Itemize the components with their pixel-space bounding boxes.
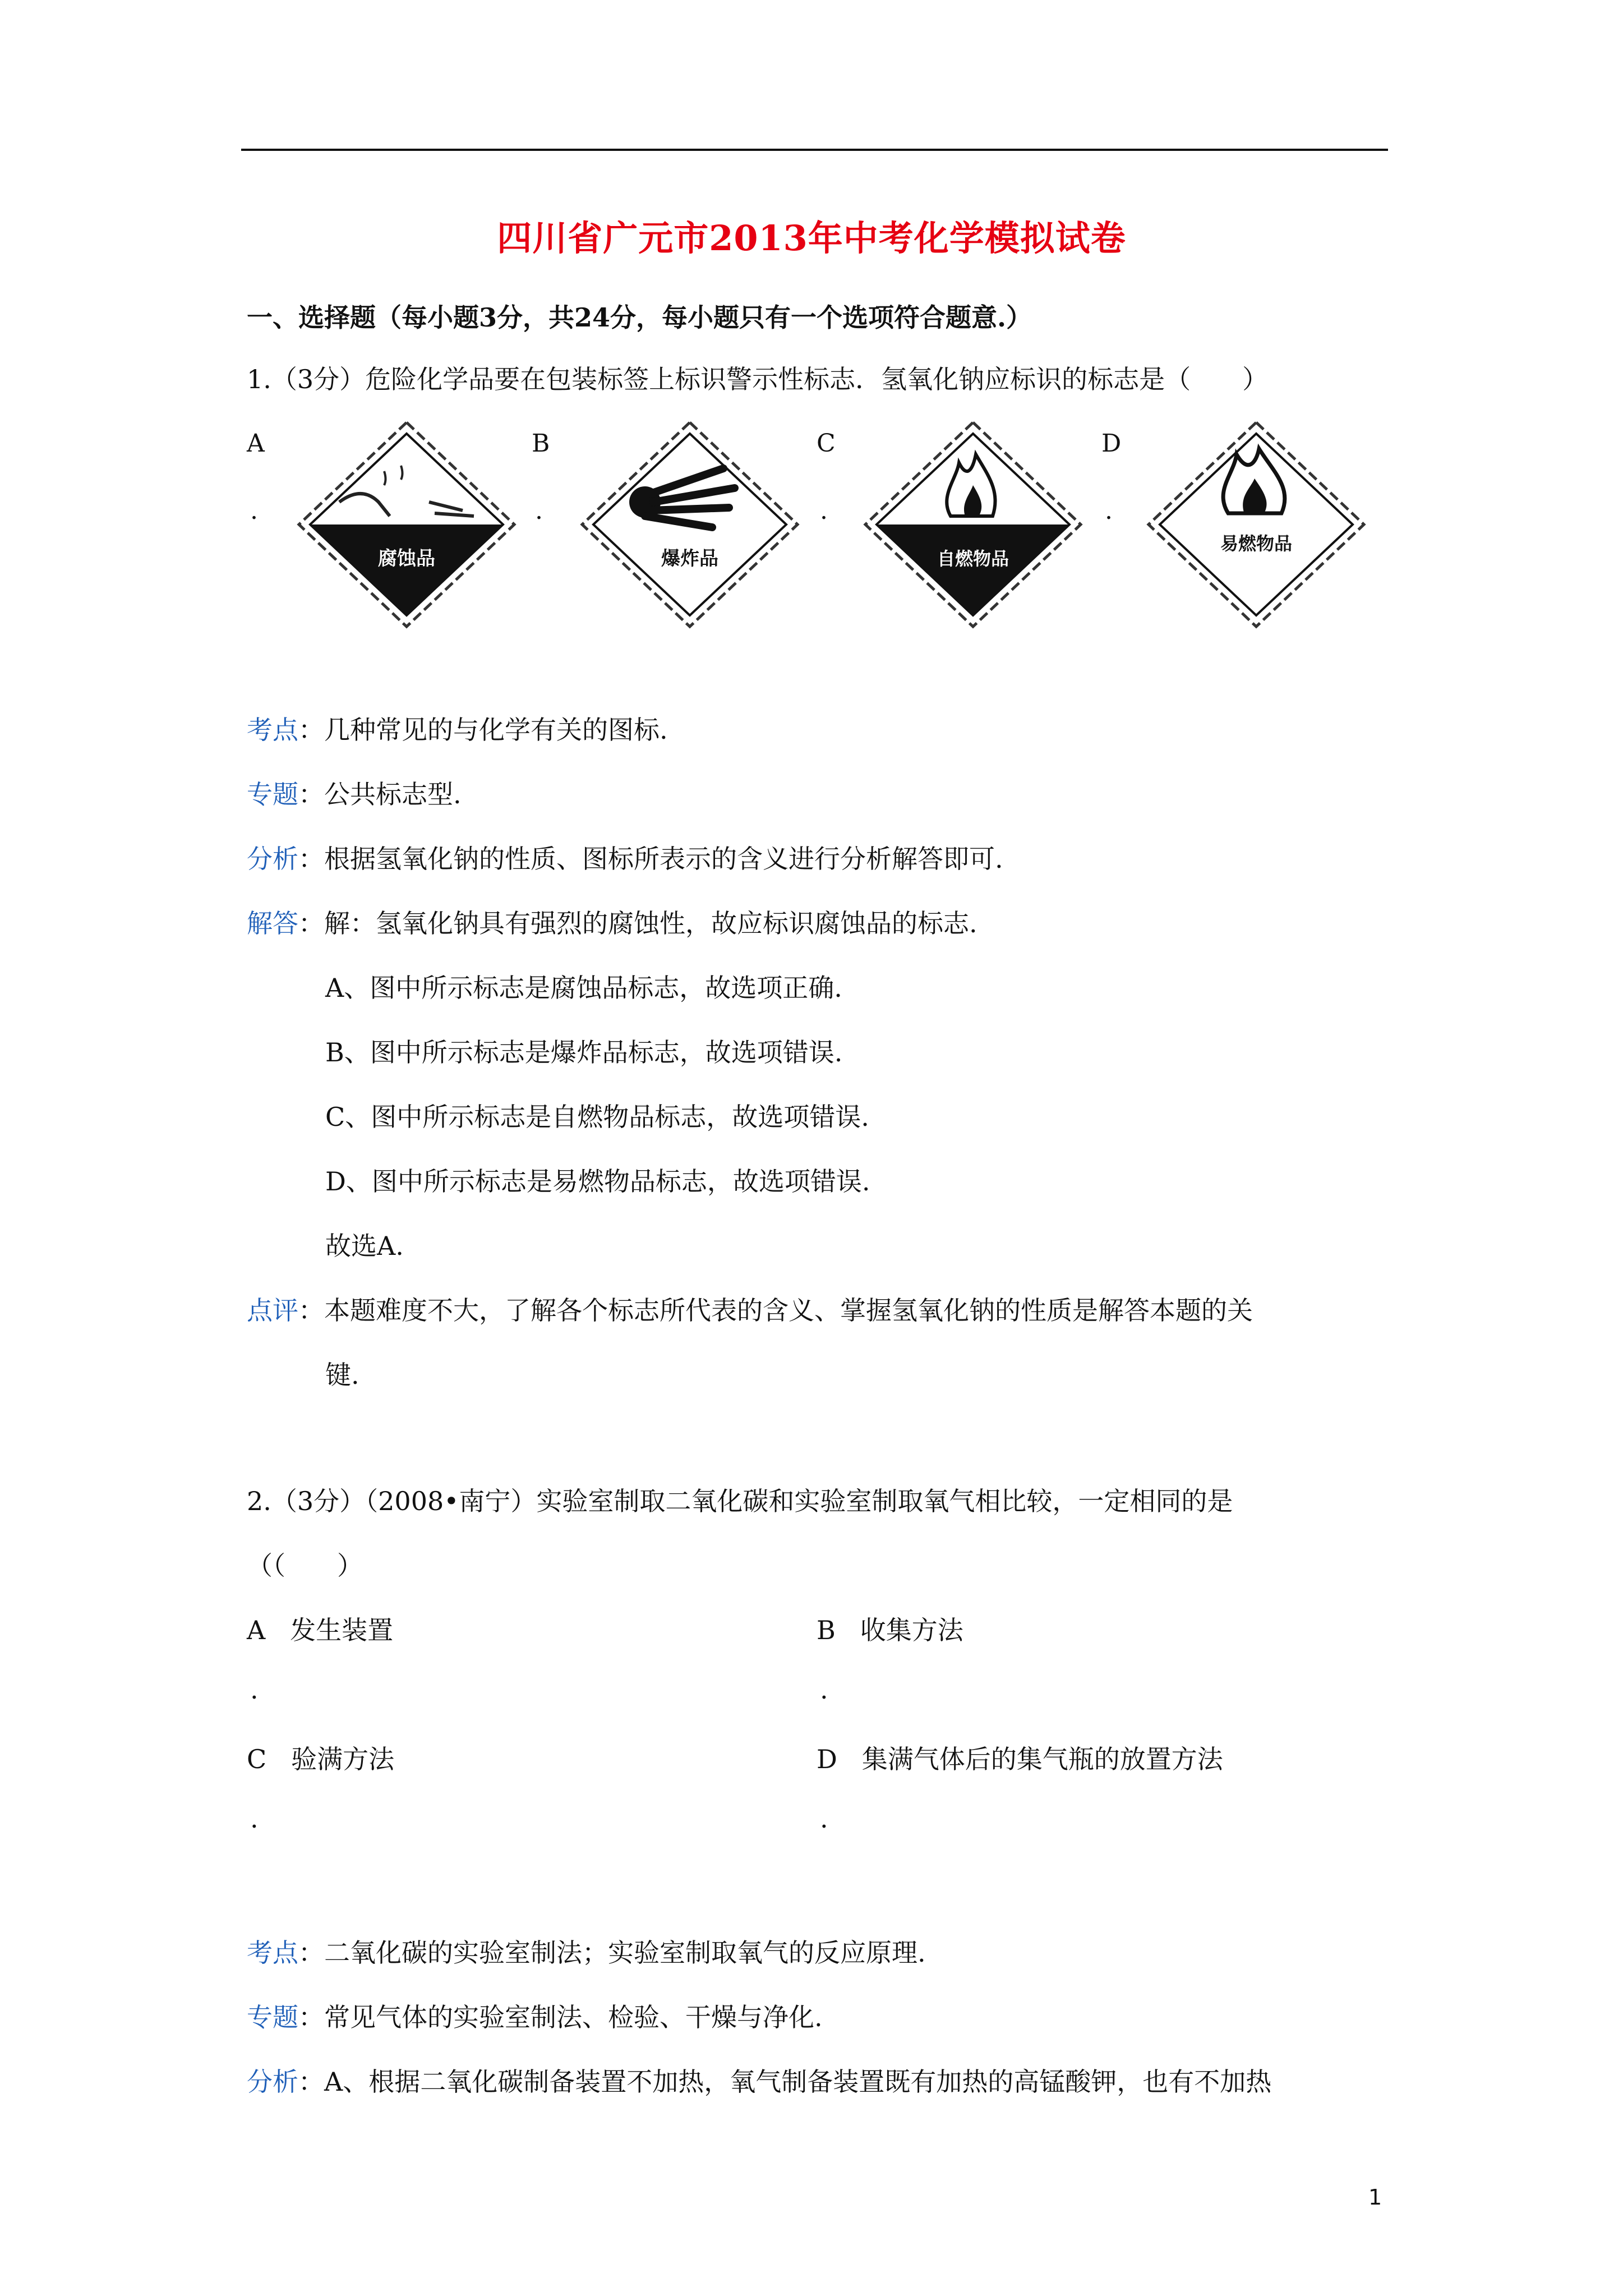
zhuanti-tag: 专题	[247, 2002, 298, 2032]
q2-option-c-dot: .	[250, 1803, 259, 1834]
q1-kaodian	[247, 710, 668, 747]
fenxi-text: ：根据氢氧化钠的性质、图标所表示的含义进行分析解答即可.	[298, 844, 1003, 874]
zhuanti-text: ：常见气体的实验室制法、检验、干燥与净化.	[298, 2002, 823, 2032]
q2-fenxi	[247, 2062, 1271, 2099]
q2-option-a: A 发生装置	[247, 1615, 394, 1645]
kaodian-text: ：几种常见的与化学有关的图标.	[298, 715, 668, 745]
q1-jieda	[247, 903, 978, 940]
q1-jieda-line: D、图中所示标志是易燃物品标志，故选项错误.	[325, 1166, 870, 1197]
q2-kaodian	[247, 1932, 926, 1970]
fenxi-text: ：A、根据二氧化碳制备装置不加热，氧气制备装置既有加热的高锰酸钾，也有不加热	[298, 2067, 1272, 2097]
q1-fenxi	[247, 839, 1003, 876]
corrosive-sign-icon	[294, 418, 519, 631]
page-title: 四川省广元市2013年中考化学模拟试卷	[497, 218, 1126, 259]
q2-zhuanti	[247, 1997, 823, 2034]
q1-jieda-line: B、图中所示标志是爆炸品标志，故选项错误.	[325, 1037, 843, 1068]
q1-dianping	[247, 1290, 1253, 1327]
dianping-text: ：本题难度不大，了解各个标志所代表的含义、掌握氢氧化钠的性质是解答本题的关	[298, 1295, 1253, 1326]
fenxi-tag: 分析	[247, 2067, 298, 2097]
q1-option-b-letter: B	[532, 429, 550, 458]
explosive-sign-icon	[578, 418, 802, 631]
q2-stem: 2.（3分）（2008•南宁）实验室制取二氧化碳和实验室制取氧气相比较，一定相同的是	[247, 1486, 1233, 1516]
q2-stem-cont: （（ ）	[247, 1550, 363, 1581]
q1-jieda-line: A、图中所示标志是腐蚀品标志，故选项正确.	[325, 973, 842, 1003]
q1-option-c-letter: C	[817, 429, 836, 458]
q2-option-d-dot: .	[820, 1803, 828, 1834]
section-heading: 一、选择题（每小题3分，共24分，每小题只有一个选项符合题意.）	[247, 302, 1032, 333]
q1-option-d-letter: D	[1101, 429, 1122, 458]
sign-a-label: 腐蚀品	[378, 547, 435, 570]
sign-b-label: 爆炸品	[661, 547, 718, 570]
q1-jieda-line: C、图中所示标志是自燃物品标志，故选项错误.	[325, 1102, 869, 1132]
q1-option-b-dot: .	[535, 496, 543, 525]
q1-option-a-letter: A	[247, 429, 265, 458]
q2-option-a-dot: .	[250, 1674, 259, 1705]
jieda-text: ：解：氢氧化钠具有强烈的腐蚀性，故应标识腐蚀品的标志.	[298, 908, 978, 938]
flammable-sign-icon	[1144, 418, 1368, 631]
q1-option-d-dot: .	[1105, 496, 1113, 525]
zhuanti-tag: 专题	[247, 779, 298, 809]
sign-c-label: 自燃物品	[937, 548, 1009, 569]
spontaneous-combustion-sign-icon	[861, 418, 1085, 631]
kaodian-tag: 考点	[247, 715, 298, 745]
sign-d-label: 易燃物品	[1220, 533, 1293, 554]
q1-stem: 1.（3分）危险化学品要在包装标签上标识警示性标志．氢氧化钠应标识的标志是（ ）	[247, 364, 1269, 394]
jieda-tag: 解答	[247, 908, 298, 938]
zhuanti-text: ：公共标志型.	[298, 779, 462, 809]
q2-option-c: C 验满方法	[247, 1744, 395, 1774]
header-rule	[241, 149, 1388, 151]
kaodian-text: ：二氧化碳的实验室制法；实验室制取氧气的反应原理.	[298, 1938, 926, 1968]
q1-dianping-cont: 键.	[325, 1360, 359, 1390]
page-number: 1	[1368, 2185, 1382, 2210]
q1-option-c-dot: .	[820, 496, 828, 525]
q1-jieda-line: 故选A.	[325, 1231, 404, 1261]
q2-option-b: B 收集方法	[817, 1615, 963, 1645]
q1-zhuanti	[247, 774, 462, 811]
kaodian-tag: 考点	[247, 1938, 298, 1968]
fenxi-tag: 分析	[247, 844, 298, 874]
dianping-tag: 点评	[247, 1295, 298, 1326]
q2-option-b-dot: .	[820, 1674, 828, 1705]
q1-option-a-dot: .	[250, 496, 258, 525]
q2-option-d: D 集满气体后的集气瓶的放置方法	[817, 1744, 1223, 1774]
